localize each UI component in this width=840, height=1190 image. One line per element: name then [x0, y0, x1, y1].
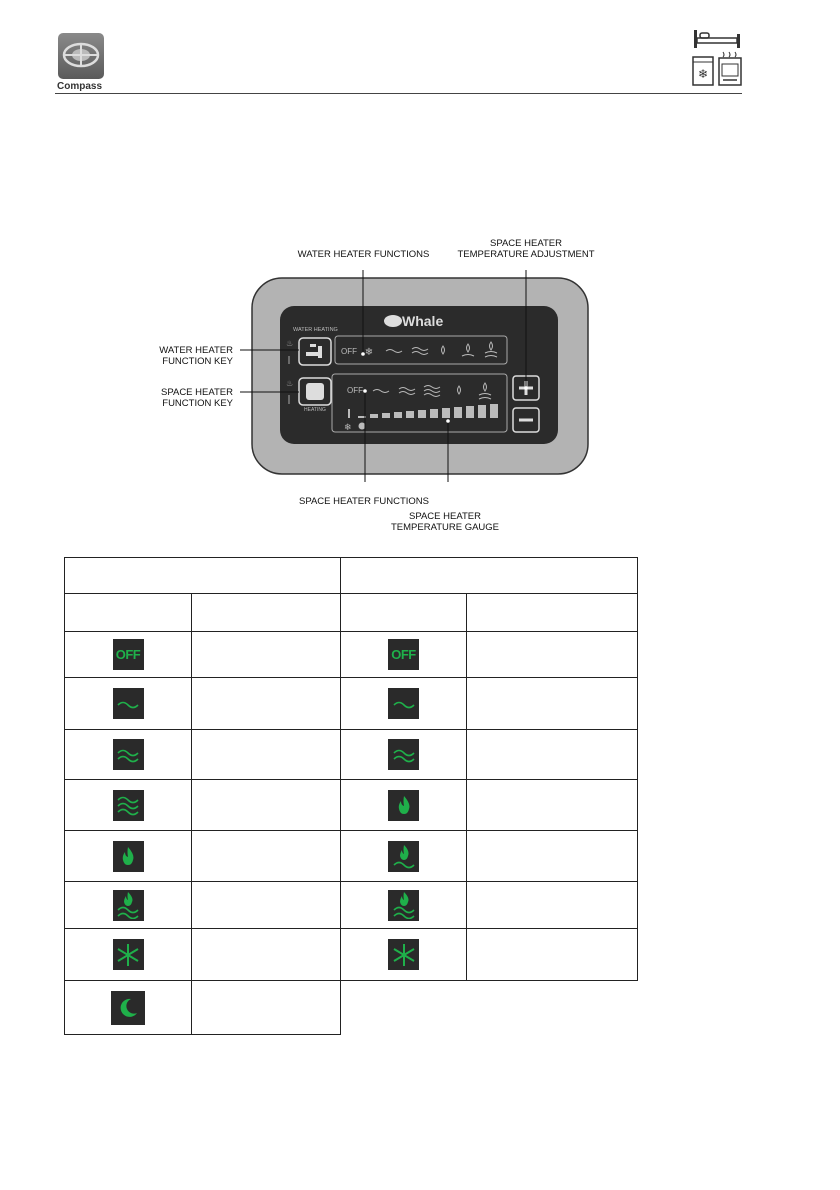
wave-1-icon: [113, 688, 144, 719]
logo-text: Compass: [57, 81, 103, 92]
header-divider: [55, 93, 742, 94]
water-heater-key-label: WATER HEATER FUNCTION KEY: [159, 345, 233, 367]
table-row: [65, 882, 638, 929]
oven-icon: [718, 50, 742, 86]
svg-text:❄: ❄: [697, 67, 709, 81]
moon-icon: [111, 991, 145, 1025]
water-heater-functions-label: WATER HEATER FUNCTIONS: [297, 249, 430, 260]
table-header-left: [65, 558, 341, 594]
svg-text:❄: ❄: [344, 422, 352, 432]
table-row: [65, 929, 638, 981]
svg-text:❄: ❄: [364, 347, 374, 358]
water-off-label: OFF: [341, 347, 357, 356]
off-icon: OFF: [388, 639, 419, 670]
panel-brand: Whale: [402, 313, 444, 329]
off-icon: OFF: [113, 639, 144, 670]
space-heater-functions-label: SPACE HEATER FUNCTIONS: [298, 496, 430, 507]
flame-wave-icon: [388, 890, 419, 921]
table-row: [65, 831, 638, 882]
table-row: [65, 780, 638, 831]
table-subheader: [65, 594, 192, 632]
table-row: [65, 632, 638, 678]
wave-2-icon: [388, 739, 419, 770]
flame-icon: [113, 841, 144, 872]
snowflake-icon: [388, 939, 419, 970]
svg-text:♨: ♨: [286, 339, 294, 348]
space-off-label: OFF: [347, 386, 363, 395]
freezer-icon: [692, 56, 714, 86]
function-table: [64, 557, 638, 1035]
svg-text:♨: ♨: [286, 379, 294, 388]
flame-wave-icon: [388, 841, 419, 872]
flame-icon: [388, 790, 419, 821]
table-header-right: [341, 558, 638, 594]
wave-3-icon: [113, 790, 144, 821]
snowflake-icon: [113, 939, 144, 970]
heating-label: HEATING: [304, 407, 326, 413]
bed-icon: [692, 28, 742, 50]
wave-1-icon: [388, 688, 419, 719]
table-row: [65, 981, 638, 1035]
space-heater-temp-adjust-label: SPACE HEATER TEMPERATURE ADJUSTMENT: [457, 238, 595, 260]
wave-2-icon: [113, 739, 144, 770]
water-heating-label: WATER HEATING: [293, 327, 338, 333]
flame-wave-icon: [113, 890, 144, 921]
table-row: [65, 678, 638, 730]
table-row: [65, 730, 638, 780]
control-panel: [240, 270, 600, 482]
space-heater-key-label: SPACE HEATER FUNCTION KEY: [161, 387, 233, 409]
compass-logo-icon: [58, 33, 104, 79]
space-heater-gauge-label: SPACE HEATER TEMPERATURE GAUGE: [390, 511, 500, 533]
